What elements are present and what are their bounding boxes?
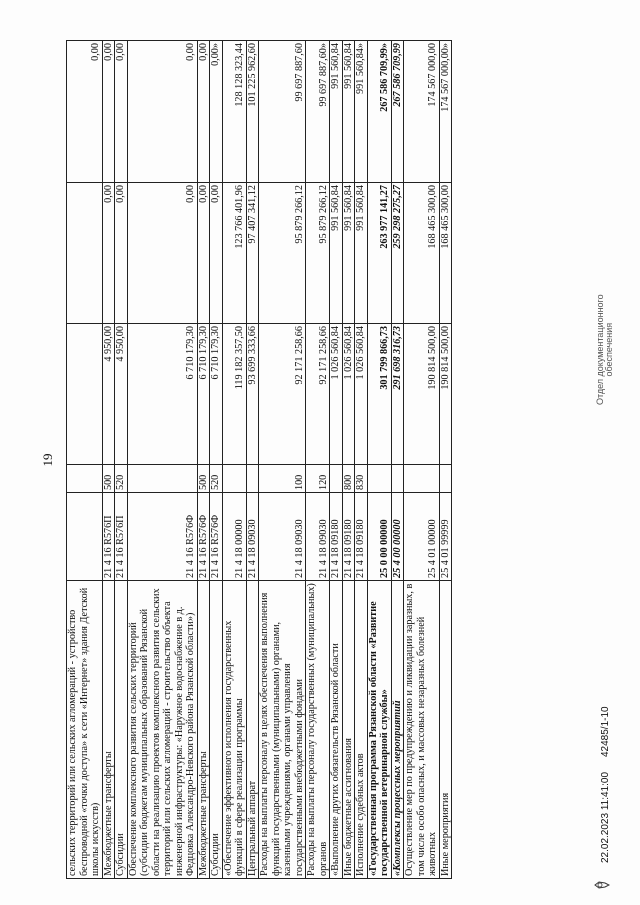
page-number: 19 bbox=[40, 453, 55, 467]
row-code-cell: 21 4 18 09180 bbox=[330, 493, 343, 581]
table-row bbox=[222, 41, 246, 879]
row-amount-2025-cell: 0,00 bbox=[115, 41, 128, 183]
row-expense-type-cell bbox=[439, 465, 452, 493]
department-stamp bbox=[596, 294, 614, 405]
table-row bbox=[246, 41, 259, 879]
row-expense-type-cell: 100 bbox=[259, 465, 306, 493]
row-name-cell: «Выполнение других обязательств Рязанской области bbox=[330, 581, 343, 879]
table-row bbox=[115, 41, 128, 879]
row-amount-2023-cell: 6 710 179,30 bbox=[127, 324, 197, 465]
row-name-cell: Иные мероприятия bbox=[439, 581, 452, 879]
row-amount-2024-cell: 95 879 266,12 bbox=[306, 183, 330, 324]
row-amount-2025-cell: 0,00» bbox=[210, 41, 223, 183]
row-expense-type-cell: 520 bbox=[210, 465, 223, 493]
row-code-cell: 25 4 01 99999 bbox=[439, 493, 452, 581]
row-code-cell: 21 4 16 R576Ф bbox=[210, 493, 223, 581]
row-amount-2023-cell: 4 950,00 bbox=[115, 324, 128, 465]
table-row bbox=[306, 41, 330, 879]
row-amount-2025-cell: 0,00 bbox=[127, 41, 197, 183]
row-expense-type-cell: 830 bbox=[355, 465, 368, 493]
row-name-cell: Осуществление мер по предупреждению и ликвидации заразных, в том числе особо опасных, и массовых незаразных болезней животных bbox=[404, 581, 440, 879]
row-code-cell: 21 4 18 09030 bbox=[246, 493, 259, 581]
row-code-cell: 21 4 16 R576Ф bbox=[127, 493, 197, 581]
table-row bbox=[102, 41, 115, 879]
table-row bbox=[197, 41, 210, 879]
row-code-cell: 21 4 16 R576Ф bbox=[197, 493, 210, 581]
row-name-cell: сельских территорий или сельских агломераций - устройство беспроводной «точки доступа» к сети «Интернет» здания Детской школы искусств) bbox=[67, 581, 103, 879]
row-amount-2025-cell: 991 560,84 bbox=[342, 41, 355, 183]
row-amount-2025-cell: 101 225 962,60 bbox=[246, 41, 259, 183]
table-body bbox=[67, 41, 452, 879]
row-expense-type-cell bbox=[391, 465, 404, 493]
row-expense-type-cell bbox=[246, 465, 259, 493]
row-expense-type-cell bbox=[367, 465, 391, 493]
row-name-cell: Субсидии bbox=[210, 581, 223, 879]
row-expense-type-cell: 800 bbox=[342, 465, 355, 493]
row-amount-2024-cell: 991 560,84 bbox=[330, 183, 343, 324]
row-name-cell: Расходы на выплаты персоналу в целях обеспечения выполнения функций государственными (муниципальными) органами, казенными учреждениями, органами управления государственными внебюджетными фондами bbox=[259, 581, 306, 879]
row-amount-2023-cell: 291 698 316,73 bbox=[391, 324, 404, 465]
table-row bbox=[259, 41, 306, 879]
row-amount-2024-cell bbox=[67, 183, 103, 324]
row-amount-2025-cell: 99 697 887,60» bbox=[306, 41, 330, 183]
row-amount-2024-cell: 0,00 bbox=[115, 183, 128, 324]
row-amount-2025-cell: 0,00 bbox=[197, 41, 210, 183]
row-code-cell: 21 4 16 R576П bbox=[115, 493, 128, 581]
budget-table bbox=[66, 40, 452, 879]
row-expense-type-cell bbox=[222, 465, 246, 493]
row-amount-2024-cell: 0,00 bbox=[102, 183, 115, 324]
emblem-icon bbox=[594, 877, 610, 893]
table-row bbox=[330, 41, 343, 879]
table-row bbox=[367, 41, 391, 879]
row-amount-2025-cell: 174 567 000,00 bbox=[404, 41, 440, 183]
row-amount-2025-cell: 0,00 bbox=[102, 41, 115, 183]
row-amount-2024-cell: 0,00 bbox=[127, 183, 197, 324]
row-code-cell bbox=[67, 493, 103, 581]
row-expense-type-cell bbox=[330, 465, 343, 493]
row-name-cell: Межбюджетные трансферты bbox=[102, 581, 115, 879]
row-amount-2025-cell: 174 567 000,00» bbox=[439, 41, 452, 183]
row-amount-2024-cell: 0,00 bbox=[210, 183, 223, 324]
page-footer bbox=[595, 45, 616, 875]
row-name-cell: Обеспечение комплексного развития сельских территорий (субсидии бюджетам муниципальных образований Рязанской области на реализацию проектов комплексного развития сельских территорий или сельских агломераций - строительство объекта инженерной инфраструктуры: «Наружное водоснабжение в д. Федцовка Александро-Невского района Рязанской области») bbox=[127, 581, 197, 879]
row-name-cell: Расходы на выплаты персоналу государственных (муниципальных) органов bbox=[306, 581, 330, 879]
row-expense-type-cell bbox=[67, 465, 103, 493]
row-amount-2023-cell: 190 814 500,00 bbox=[404, 324, 440, 465]
row-amount-2024-cell: 97 407 341,12 bbox=[246, 183, 259, 324]
row-name-cell: Субсидии bbox=[115, 581, 128, 879]
row-name-cell: Центральный аппарат bbox=[246, 581, 259, 879]
row-name-cell: Межбюджетные трансферты bbox=[197, 581, 210, 879]
row-amount-2023-cell bbox=[67, 324, 103, 465]
table-row bbox=[355, 41, 368, 879]
row-amount-2024-cell: 259 298 275,27 bbox=[391, 183, 404, 324]
row-amount-2023-cell: 93 699 333,66 bbox=[246, 324, 259, 465]
table-row bbox=[210, 41, 223, 879]
row-code-cell: 25 0 00 00000 bbox=[367, 493, 391, 581]
row-amount-2023-cell: 1 026 560,84 bbox=[330, 324, 343, 465]
stamp-line-2: обеспечения bbox=[604, 322, 614, 377]
row-amount-2024-cell: 95 879 266,12 bbox=[259, 183, 306, 324]
footer-doc-number: 42485/1-10 bbox=[600, 706, 611, 757]
row-amount-2024-cell: 168 465 300,00 bbox=[404, 183, 440, 324]
row-amount-2025-cell: 267 586 709,99» bbox=[367, 41, 391, 183]
row-expense-type-cell: 520 bbox=[115, 465, 128, 493]
row-amount-2023-cell: 190 814 500,00 bbox=[439, 324, 452, 465]
row-expense-type-cell bbox=[127, 465, 197, 493]
row-name-cell: Исполнение судебных актов bbox=[355, 581, 368, 879]
row-amount-2023-cell: 92 171 258,66 bbox=[259, 324, 306, 465]
row-code-cell: 21 4 18 09030 bbox=[259, 493, 306, 581]
row-amount-2023-cell: 301 799 866,73 bbox=[367, 324, 391, 465]
row-amount-2023-cell: 6 710 179,30 bbox=[197, 324, 210, 465]
row-amount-2024-cell: 263 977 141,27 bbox=[367, 183, 391, 324]
rotated-content bbox=[40, 35, 620, 885]
table-row bbox=[439, 41, 452, 879]
row-code-cell: 25 4 00 00000 bbox=[391, 493, 404, 581]
row-code-cell: 21 4 18 09030 bbox=[306, 493, 330, 581]
row-code-cell: 21 4 18 09180 bbox=[355, 493, 368, 581]
table-row bbox=[67, 41, 103, 879]
stamp-line-1: Отдел документационного bbox=[595, 294, 605, 405]
row-amount-2025-cell: 99 697 887,60 bbox=[259, 41, 306, 183]
row-amount-2024-cell: 123 766 401,96 bbox=[222, 183, 246, 324]
row-expense-type-cell: 500 bbox=[197, 465, 210, 493]
row-amount-2024-cell: 0,00 bbox=[197, 183, 210, 324]
footer-timestamp: 22.02.2023 11:41:00 bbox=[600, 771, 611, 863]
row-expense-type-cell: 120 bbox=[306, 465, 330, 493]
row-amount-2024-cell: 991 560,84 bbox=[355, 183, 368, 324]
row-name-cell: «Комплексы процессных мероприятий bbox=[391, 581, 404, 879]
table-row bbox=[391, 41, 404, 879]
row-code-cell: 21 4 16 R576П bbox=[102, 493, 115, 581]
row-amount-2023-cell: 6 710 179,30 bbox=[210, 324, 223, 465]
table-row bbox=[127, 41, 197, 879]
row-amount-2025-cell: 991 560,84» bbox=[355, 41, 368, 183]
row-amount-2025-cell: 128 128 323,44 bbox=[222, 41, 246, 183]
row-amount-2023-cell: 92 171 258,66 bbox=[306, 324, 330, 465]
row-name-cell: Иные бюджетные ассигнования bbox=[342, 581, 355, 879]
row-amount-2023-cell: 4 950,00 bbox=[102, 324, 115, 465]
row-amount-2025-cell: 0,00 bbox=[67, 41, 103, 183]
row-code-cell: 21 4 18 00000 bbox=[222, 493, 246, 581]
row-code-cell: 25 4 01 00000 bbox=[404, 493, 440, 581]
row-amount-2025-cell: 267 586 709,99 bbox=[391, 41, 404, 183]
row-expense-type-cell bbox=[404, 465, 440, 493]
row-amount-2025-cell: 991 560,84 bbox=[330, 41, 343, 183]
row-code-cell: 21 4 18 09180 bbox=[342, 493, 355, 581]
row-name-cell: «Обеспечение эффективного исполнения государственных функций в сфере реализации программы bbox=[222, 581, 246, 879]
row-amount-2023-cell: 119 182 357,50 bbox=[222, 324, 246, 465]
row-name-cell: «Государственная программа Рязанской области «Развитие государственной ветеринарной службы» bbox=[367, 581, 391, 879]
row-amount-2024-cell: 168 465 300,00 bbox=[439, 183, 452, 324]
row-expense-type-cell: 500 bbox=[102, 465, 115, 493]
table-row bbox=[342, 41, 355, 879]
row-amount-2023-cell: 1 026 560,84 bbox=[342, 324, 355, 465]
row-amount-2023-cell: 1 026 560,84 bbox=[355, 324, 368, 465]
row-amount-2024-cell: 991 560,84 bbox=[342, 183, 355, 324]
table-row bbox=[404, 41, 440, 879]
